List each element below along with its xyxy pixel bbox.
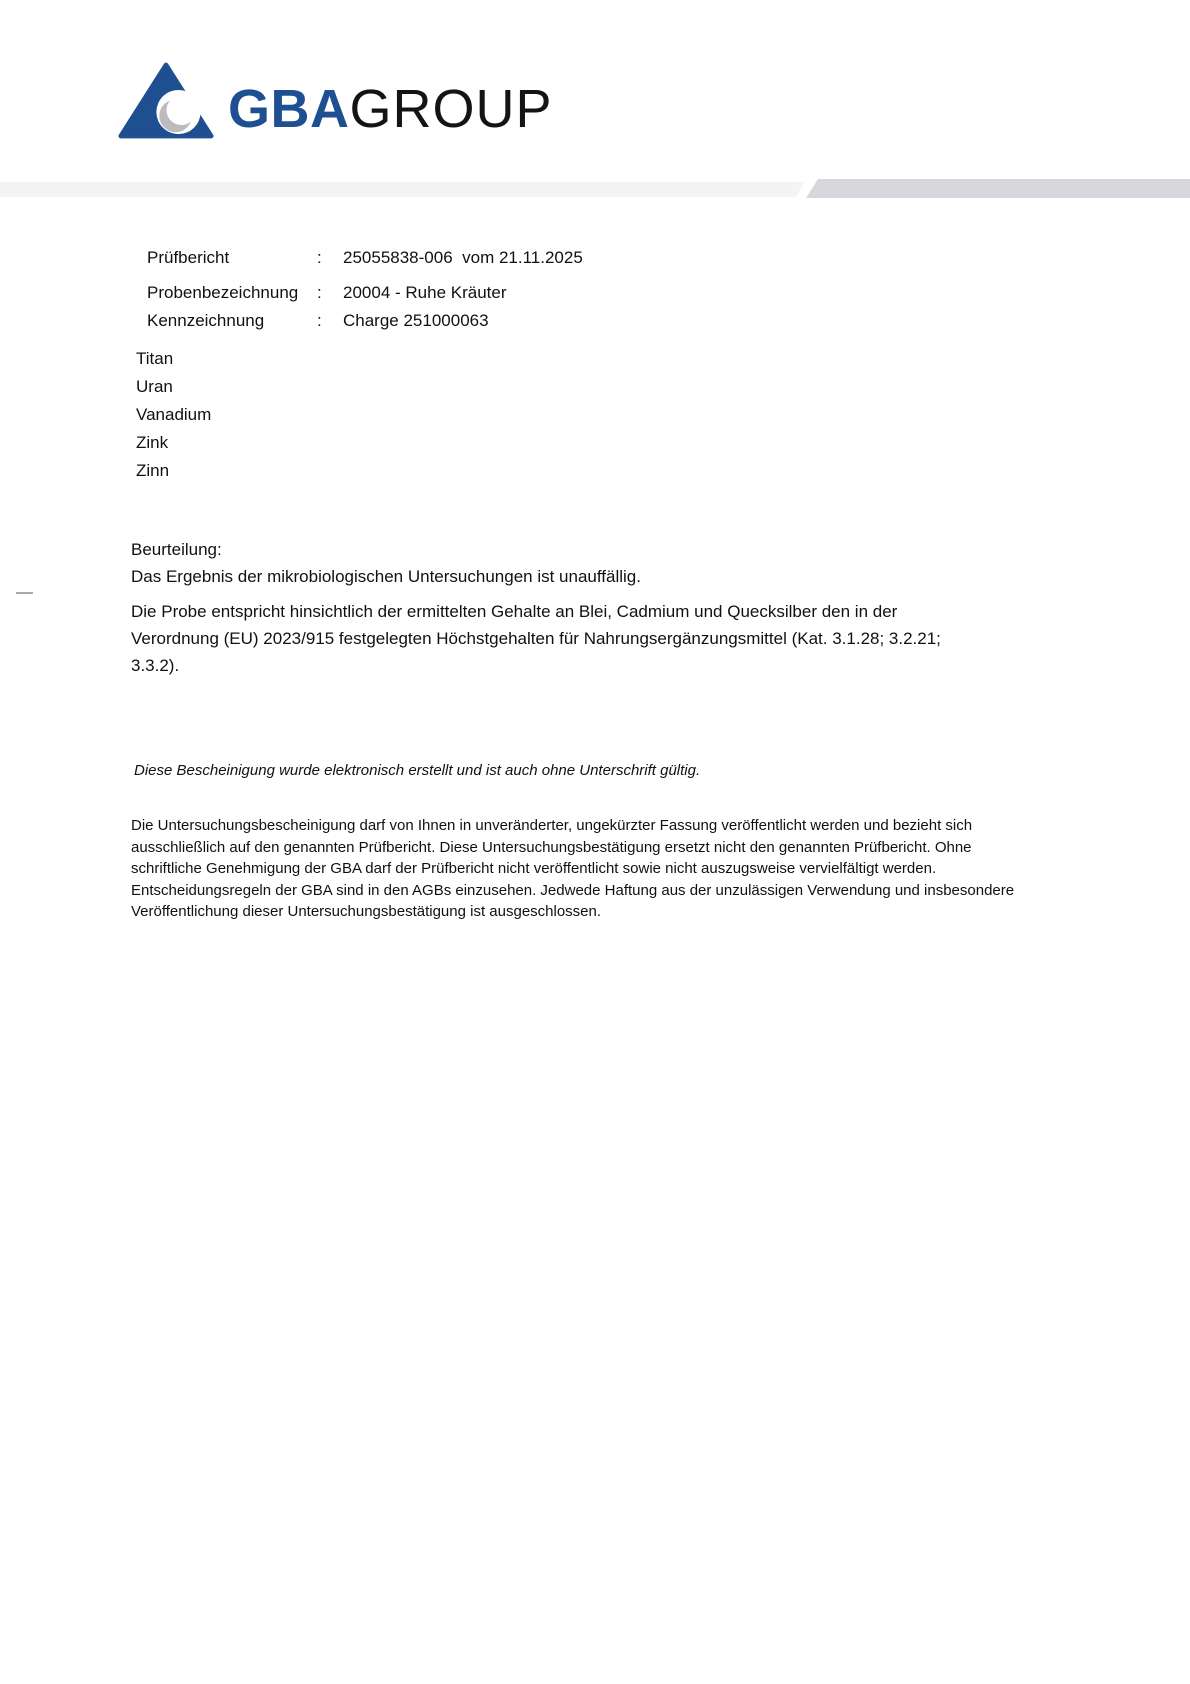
analyte-item: Zink [136,433,169,452]
field-separator: : [317,311,322,330]
gba-logo [118,62,553,139]
field-row-probenbezeichnung [147,283,583,303]
disclaimer-line: ausschließlich auf den genannten Prüfbericht. Diese Untersuchungsbestätigung ersetzt nicht den genannten Prüfbericht. Ohne [131,838,972,856]
disclaimer-paragraph [131,815,1014,923]
analyte-item: Vanadium [136,405,212,424]
compliance-paragraph [131,598,941,679]
analyte-item: Titan [136,349,174,368]
field-row-kennzeichnung [147,311,583,331]
gba-logo-wordmark [228,79,553,139]
header-band-left [0,182,804,197]
compliance-line: Verordnung (EU) 2023/915 festgelegten Höchstgehalten für Nahrungsergänzungsmittel (Kat. 3.1.28; 3.2.21; [131,629,941,648]
gba-logo-suffix: GROUP [349,79,553,139]
field-label: Kennzeichnung [147,311,265,330]
disclaimer-line: Entscheidungsregeln der GBA sind in den AGBs einzusehen. Jedwede Haftung aus der unzulässigen Verwendung und insbesondere [131,881,1015,899]
header-band-right [806,179,1190,198]
gba-triangle-drop-icon [118,62,214,139]
disclaimer-line: schriftliche Genehmigung der GBA darf der Prüfbericht nicht veröffentlicht sowie nicht auszugsweise vervielfältigt werden. [131,860,937,877]
analyte-item: Zinn [136,461,170,480]
field-value: Charge 251000063 [343,311,489,330]
assessment-heading: Beurteilung: [131,540,222,559]
analyte-item: Uran [136,377,173,396]
gba-logo-brand: GBA [228,79,350,139]
disclaimer-line: Die Untersuchungsbescheinigung darf von Ihnen in unveränderter, ungekürzter Fassung veröffentlicht werden und bezieht sich [131,817,973,834]
analyte-list [136,345,211,485]
assessment-result: Das Ergebnis der mikrobiologischen Untersuchungen ist unauffällig. [131,567,641,586]
field-separator: : [317,248,322,267]
compliance-line: Die Probe entspricht hinsichtlich der ermittelten Gehalte an Blei, Cadmium und Quecksilber den in der [131,602,898,621]
compliance-line: 3.3.2). [131,656,180,675]
field-separator: : [317,283,322,302]
assessment-block [131,536,641,590]
report-fields [147,248,583,331]
fold-mark [16,592,33,594]
field-value: 25055838-006 vom 21.11.2025 [343,248,583,267]
field-value: 20004 - Ruhe Kräuter [343,283,507,302]
disclaimer-line: Veröffentlichung dieser Untersuchungsbestätigung ist ausgeschlossen. [131,903,602,920]
field-label: Prüfbericht [147,248,230,267]
field-label: Probenbezeichnung [147,283,299,302]
field-row-pruefbericht [147,248,583,268]
signature-note: Diese Bescheinigung wurde elektronisch erstellt und ist auch ohne Unterschrift gültig. [134,762,701,779]
